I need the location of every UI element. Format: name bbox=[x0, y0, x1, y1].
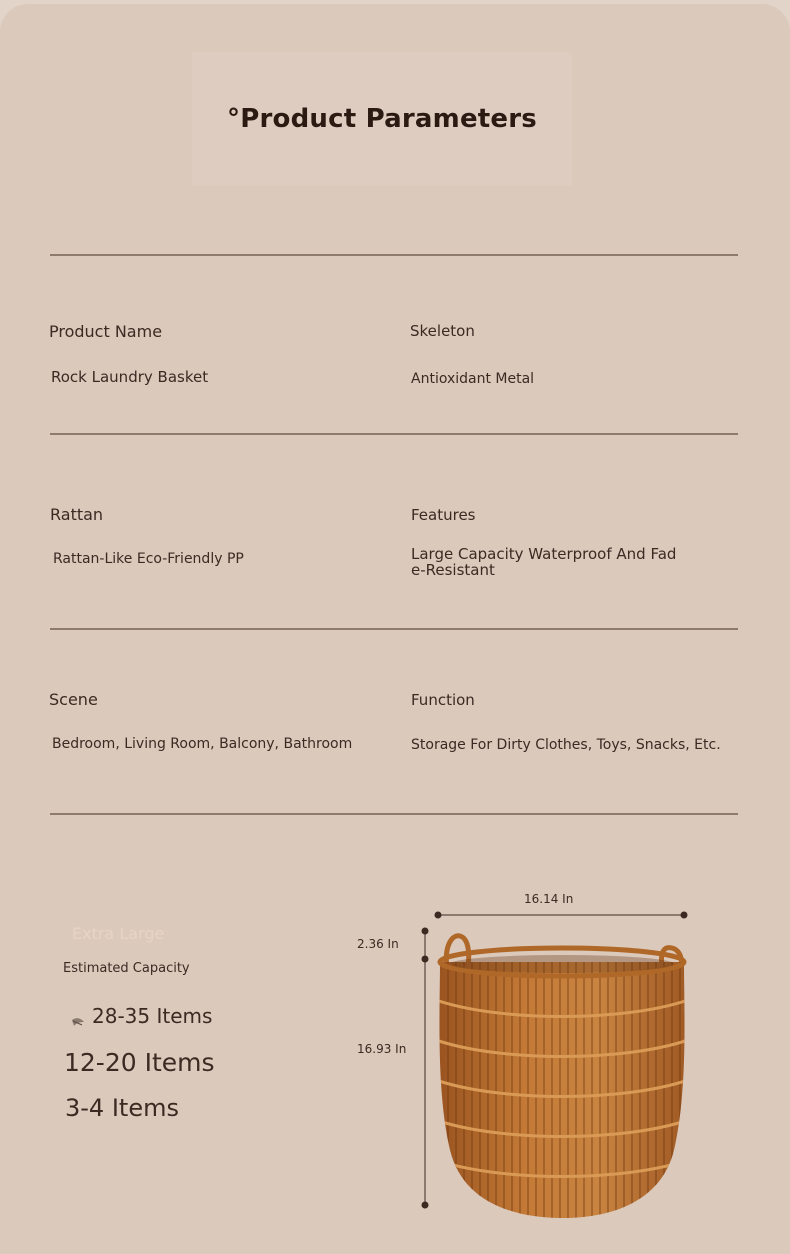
param-value-scene: Bedroom, Living Room, Balcony, Bathroom bbox=[52, 736, 353, 752]
capacity-item-3: 3-4 Items bbox=[65, 1094, 179, 1122]
dimension-height-endpoint-middle bbox=[422, 956, 429, 963]
param-label-rattan: Rattan bbox=[50, 505, 104, 524]
capacity-item-2: 12-20 Items bbox=[64, 1048, 215, 1077]
dimension-handle-height-label: 2.36 In bbox=[357, 937, 399, 951]
param-value-rattan: Rattan-Like Eco-Friendly PP bbox=[53, 551, 244, 567]
dimension-height-endpoint-bottom bbox=[422, 1202, 429, 1209]
page-title: °Product Parameters bbox=[227, 104, 537, 134]
param-label-function: Function bbox=[411, 691, 475, 709]
dimension-width-label: 16.14 In bbox=[524, 892, 574, 906]
param-label-product-name: Product Name bbox=[49, 322, 163, 341]
param-value-function: Storage For Dirty Clothes, Toys, Snacks, Etc. bbox=[411, 737, 721, 753]
dimension-width-endpoint-right bbox=[681, 912, 688, 919]
param-value-product-name: Rock Laundry Basket bbox=[51, 368, 209, 386]
dimension-height-endpoint-top bbox=[422, 928, 429, 935]
capacity-label: Estimated Capacity bbox=[63, 961, 190, 976]
param-value-skeleton: Antioxidant Metal bbox=[411, 371, 535, 387]
dimension-body-height-label: 16.93 In bbox=[357, 1042, 407, 1056]
capacity-item-1-text: 28-35 Items bbox=[92, 1004, 213, 1028]
dimension-width-endpoint-left bbox=[435, 912, 442, 919]
features-line-1: Large Capacity Waterproof And Fad bbox=[411, 545, 677, 563]
param-label-features: Features bbox=[411, 506, 476, 524]
features-line-2: e-Resistant bbox=[411, 561, 495, 579]
param-label-skeleton: Skeleton bbox=[410, 322, 475, 340]
param-label-scene: Scene bbox=[49, 690, 98, 709]
capacity-heading: Extra Large bbox=[72, 924, 165, 943]
